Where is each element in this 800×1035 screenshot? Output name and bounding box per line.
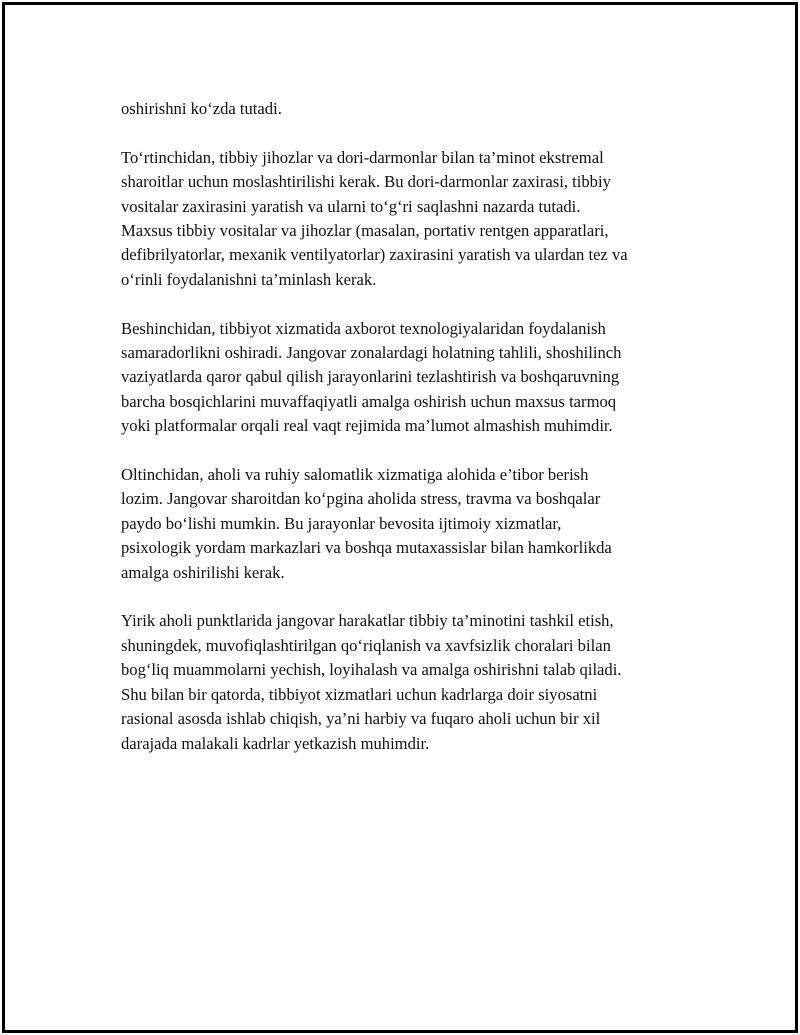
text-line: yoki platformalar orqali real vaqt rejimida ma’lumot almashish muhimdir. — [121, 416, 613, 436]
paragraph-4 — [121, 463, 721, 585]
page-frame — [2, 2, 798, 1033]
text-line: rasional asosda ishlab chiqish, ya’ni harbiy va fuqaro aholi uchun bir xil — [121, 709, 601, 729]
paragraph-2 — [121, 146, 721, 292]
text-line: vositalar zaxirasini yaratish va ularni to‘g‘ri saqlashni nazarda tutadi. — [121, 196, 581, 216]
text-line: sharoitlar uchun moslashtirilishi kerak. Bu dori-darmonlar zaxirasi, tibbiy — [121, 172, 611, 192]
text-line: darajada malakali kadrlar yetkazish muhimdir. — [121, 733, 430, 753]
text-line: psixologik yordam markazlari va boshqa mutaxassislar bilan hamkorlikda — [121, 538, 612, 558]
text-line: defibrilyatorlar, mexanik ventilyatorlar) zaxirasini yaratish va ulardan tez va — [121, 245, 628, 265]
text-line: Beshinchidan, tibbiyot xizmatida axborot texnologiyalaridan foydalanish — [121, 318, 606, 338]
text-line: amalga oshirilishi kerak. — [121, 562, 285, 582]
text-line: lozim. Jangovar sharoitdan ko‘pgina aholida stress, travma va boshqalar — [121, 489, 601, 509]
text-line: Yirik aholi punktlarida jangovar harakatlar tibbiy ta’minotini tashkil etish, — [121, 611, 614, 631]
text-line: oshirishni ko‘zda tutadi. — [121, 99, 282, 118]
text-line: barcha bosqichlarini muvaffaqiyatli amalga oshirish uchun maxsus tarmoq — [121, 391, 617, 411]
text-line: paydo bo‘lishi mumkin. Bu jarayonlar bevosita ijtimoiy xizmatlar, — [121, 513, 562, 533]
paragraph-1 — [121, 97, 721, 121]
text-line: To‘rtinchidan, tibbiy jihozlar va dori-darmonlar bilan ta’minot ekstremal — [121, 147, 604, 167]
text-line: Maxsus tibbiy vositalar va jihozlar (masalan, portativ rentgen apparatlari, — [121, 221, 609, 241]
text-line: Shu bilan bir qatorda, tibbiyot xizmatlari uchun kadrlarga doir siyosatni — [121, 684, 598, 704]
paragraph-5 — [121, 609, 721, 755]
text-line: bog‘liq muammolarni yechish, loyihalash va amalga oshirishni talab qiladi. — [121, 660, 622, 680]
text-line: Oltinchidan, aholi va ruhiy salomatlik xizmatiga alohida e’tibor berish — [121, 465, 589, 485]
paragraph-3 — [121, 317, 721, 439]
text-line: o‘rinli foydalanishni ta’minlash kerak. — [121, 269, 377, 289]
document-body — [121, 97, 721, 780]
text-line: vaziyatlarda qaror qabul qilish jarayonlarini tezlashtirish va boshqaruvning — [121, 367, 620, 387]
text-line: samaradorlikni oshiradi. Jangovar zonalardagi holatning tahlili, shoshilinch — [121, 343, 622, 363]
text-line: shuningdek, muvofiqlashtirilgan qo‘riqlanish va xavfsizlik choralari bilan — [121, 635, 611, 655]
